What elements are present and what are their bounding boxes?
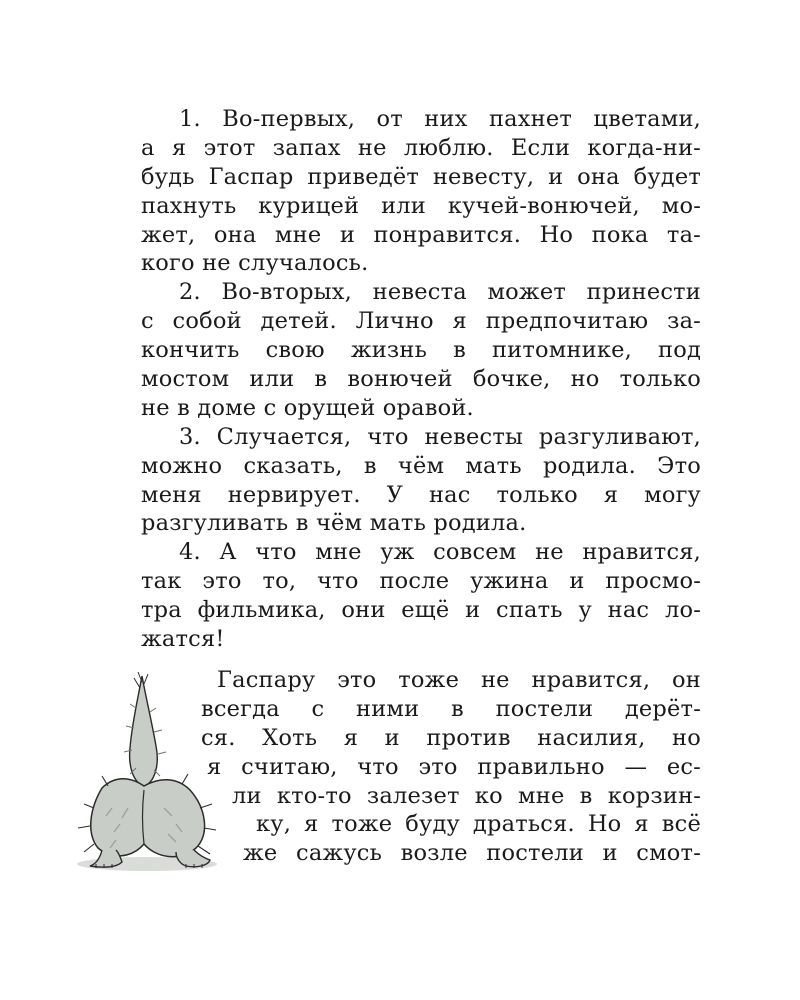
paragraph-4	[141, 538, 701, 654]
text-line: ся. Хоть я и против насилия, но	[201, 724, 701, 751]
text-line: разгуливать в чём мать родила.	[141, 510, 527, 537]
paragraph-1	[141, 105, 701, 278]
paragraph-2	[141, 278, 701, 422]
text-line: кончить свою жизнь в питомнике, под	[141, 337, 701, 364]
text-line: жатся!	[141, 626, 225, 653]
text-line: кого не случалось.	[141, 250, 369, 277]
text-line: мостом или в вонючей бочке, но только	[141, 366, 701, 393]
text-line: же сажусь возле постели и смот-	[243, 840, 701, 867]
text-line: а я этот запах не люблю. Если когда-ни-	[141, 134, 701, 161]
text-line: ли кто-то залезет ко мне в корзин-	[232, 782, 701, 809]
text-line: 2. Во-вторых, невеста может принести	[179, 279, 701, 306]
text-line: Гаспару это тоже не нравится, он	[217, 667, 701, 693]
text-line: ку, я тоже буду драться. Но я всё	[256, 811, 701, 838]
text-line: 3. Случается, что невесты разгуливают,	[179, 423, 701, 450]
text-line: жет, она мне и понравится. Но пока та-	[141, 221, 701, 248]
text-line: не в доме с орущей оравой.	[141, 394, 474, 421]
text-line: меня нервирует. У нас только я могу	[141, 481, 701, 508]
text-line: так это то, что после ужина и просмо-	[141, 568, 701, 595]
text-line: пахнуть курицей или кучей-вонючей, мо-	[141, 192, 701, 219]
text-line: я считаю, что это правильно — ес-	[207, 753, 701, 780]
text-line: всегда с ними в постели дерёт-	[201, 695, 701, 722]
text-line: тра фильмика, они ещё и спать у нас ло-	[141, 597, 701, 624]
text-line: будь Гаспар приведёт невесту, и она будет	[141, 163, 701, 190]
text-line: 1. Во-первых, от них пахнет цветами,	[179, 106, 701, 132]
main-text	[141, 105, 701, 654]
text-line: 4. А что мне уж совсем не нравится,	[179, 539, 701, 566]
text-line: можно сказать, в чём мать родила. Это	[141, 452, 701, 479]
text-line: с собой детей. Лично я предпочитаю за-	[141, 308, 701, 335]
paragraph-3	[141, 423, 701, 539]
wrapped-paragraph	[183, 666, 701, 868]
